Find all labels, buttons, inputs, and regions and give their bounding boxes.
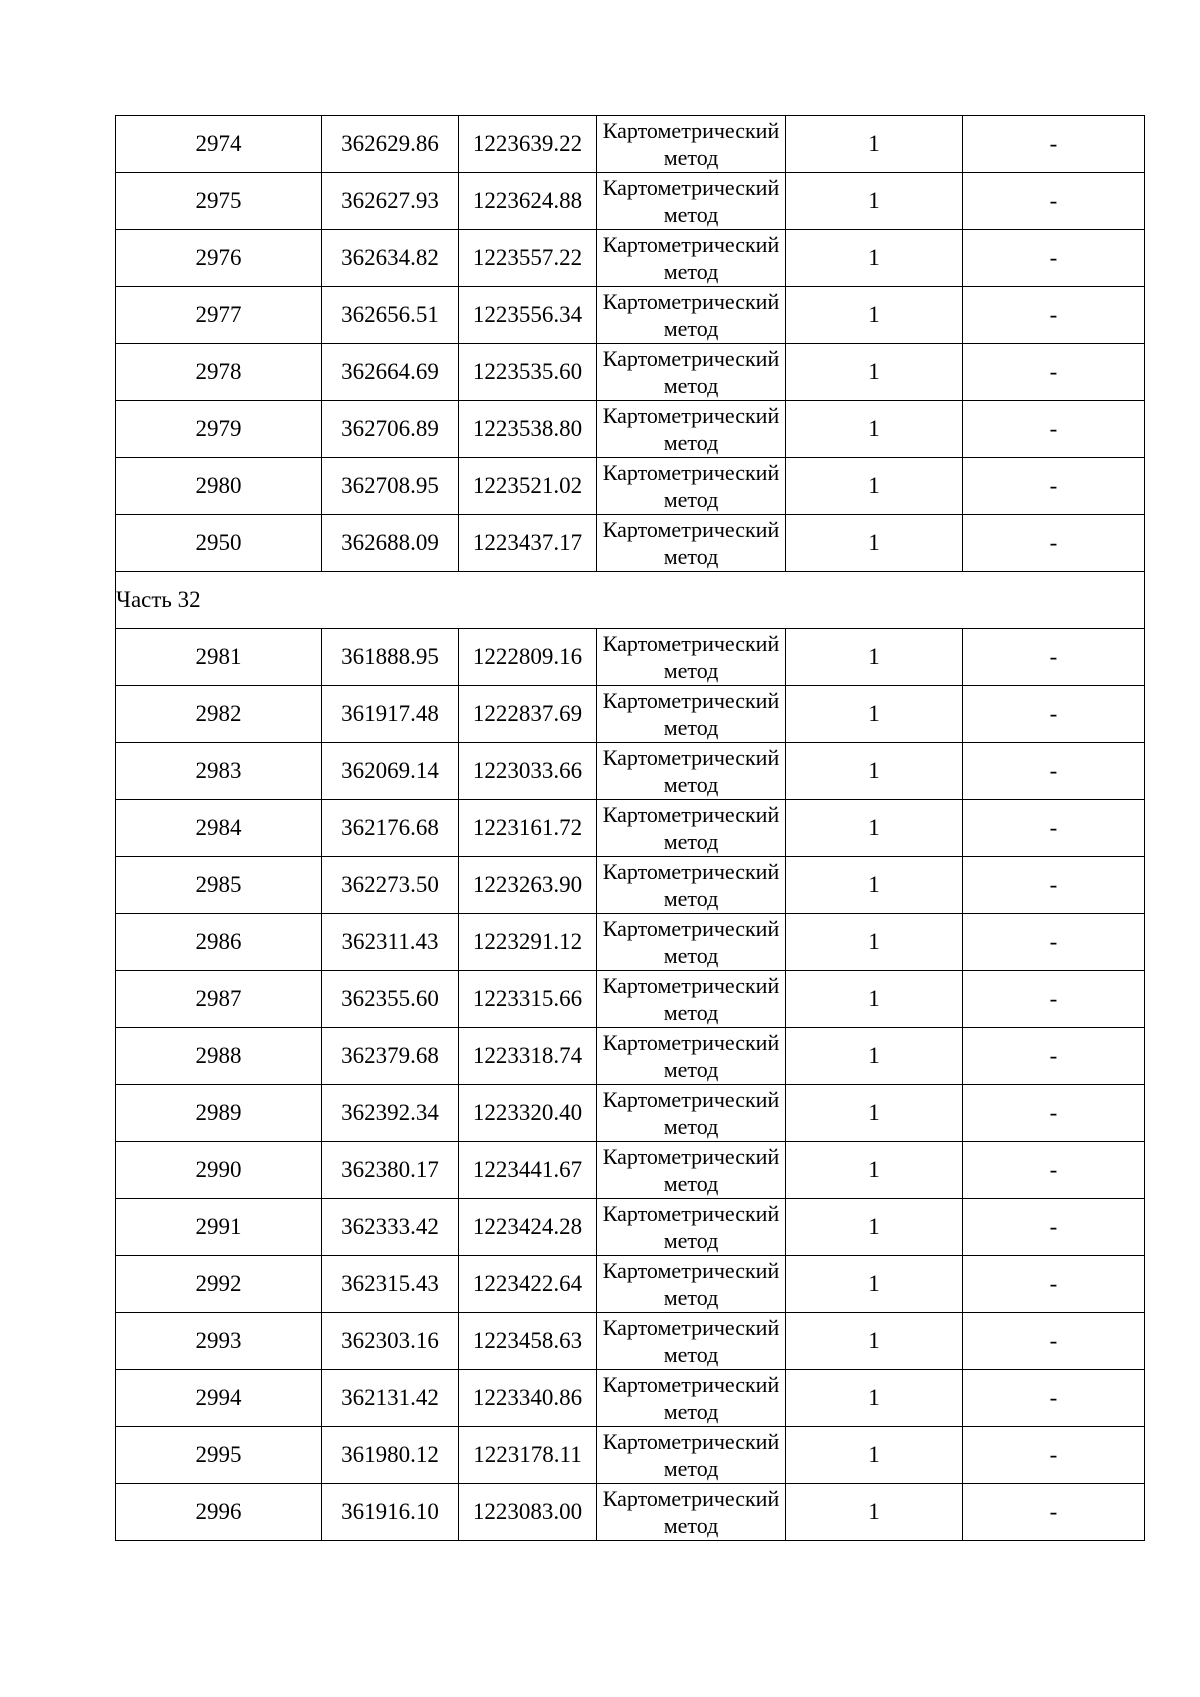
point-number-cell: 2977 (116, 287, 322, 344)
method-cell: Картометрический метод (597, 1028, 786, 1085)
accuracy-cell: 1 (786, 629, 963, 686)
x-coordinate-cell: 361917.48 (322, 686, 459, 743)
x-coordinate-cell: 362069.14 (322, 743, 459, 800)
x-coordinate-cell: 362634.82 (322, 230, 459, 287)
table-row (116, 914, 1145, 971)
note-cell: - (963, 515, 1145, 572)
method-cell: Картометрический метод (597, 116, 786, 173)
point-number-cell: 2995 (116, 1427, 322, 1484)
table-row (116, 344, 1145, 401)
point-number-cell: 2989 (116, 1085, 322, 1142)
point-number-cell: 2976 (116, 230, 322, 287)
x-coordinate-cell: 362664.69 (322, 344, 459, 401)
table-row (116, 1028, 1145, 1085)
table-row (116, 971, 1145, 1028)
accuracy-cell: 1 (786, 857, 963, 914)
note-cell: - (963, 1370, 1145, 1427)
point-number-cell: 2975 (116, 173, 322, 230)
x-coordinate-cell: 362176.68 (322, 800, 459, 857)
point-number-cell: 2988 (116, 1028, 322, 1085)
point-number-cell: 2993 (116, 1313, 322, 1370)
method-cell: Картометрический метод (597, 857, 786, 914)
x-coordinate-cell: 362333.42 (322, 1199, 459, 1256)
method-cell: Картометрический метод (597, 1427, 786, 1484)
accuracy-cell: 1 (786, 1427, 963, 1484)
x-coordinate-cell: 361888.95 (322, 629, 459, 686)
method-cell: Картометрический метод (597, 800, 786, 857)
x-coordinate-cell: 361916.10 (322, 1484, 459, 1541)
y-coordinate-cell: 1223441.67 (459, 1142, 597, 1199)
y-coordinate-cell: 1223340.86 (459, 1370, 597, 1427)
accuracy-cell: 1 (786, 458, 963, 515)
point-number-cell: 2974 (116, 116, 322, 173)
table-row (116, 515, 1145, 572)
y-coordinate-cell: 1223521.02 (459, 458, 597, 515)
note-cell: - (963, 629, 1145, 686)
y-coordinate-cell: 1223318.74 (459, 1028, 597, 1085)
point-number-cell: 2987 (116, 971, 322, 1028)
coordinates-table-body (116, 116, 1145, 1541)
method-cell: Картометрический метод (597, 515, 786, 572)
y-coordinate-cell: 1223422.64 (459, 1256, 597, 1313)
table-row (116, 401, 1145, 458)
table-row (116, 230, 1145, 287)
method-cell: Картометрический метод (597, 287, 786, 344)
point-number-cell: 2990 (116, 1142, 322, 1199)
y-coordinate-cell: 1223458.63 (459, 1313, 597, 1370)
table-row (116, 629, 1145, 686)
x-coordinate-cell: 362311.43 (322, 914, 459, 971)
note-cell: - (963, 1085, 1145, 1142)
y-coordinate-cell: 1223639.22 (459, 116, 597, 173)
method-cell: Картометрический метод (597, 1142, 786, 1199)
note-cell: - (963, 173, 1145, 230)
note-cell: - (963, 686, 1145, 743)
accuracy-cell: 1 (786, 173, 963, 230)
point-number-cell: 2983 (116, 743, 322, 800)
method-cell: Картометрический метод (597, 686, 786, 743)
y-coordinate-cell: 1223161.72 (459, 800, 597, 857)
method-cell: Картометрический метод (597, 914, 786, 971)
point-number-cell: 2950 (116, 515, 322, 572)
accuracy-cell: 1 (786, 914, 963, 971)
method-cell: Картометрический метод (597, 458, 786, 515)
table-row (116, 173, 1145, 230)
point-number-cell: 2985 (116, 857, 322, 914)
accuracy-cell: 1 (786, 401, 963, 458)
y-coordinate-cell: 1223083.00 (459, 1484, 597, 1541)
accuracy-cell: 1 (786, 1028, 963, 1085)
note-cell: - (963, 971, 1145, 1028)
y-coordinate-cell: 1223320.40 (459, 1085, 597, 1142)
accuracy-cell: 1 (786, 515, 963, 572)
y-coordinate-cell: 1222809.16 (459, 629, 597, 686)
y-coordinate-cell: 1223624.88 (459, 173, 597, 230)
point-number-cell: 2994 (116, 1370, 322, 1427)
x-coordinate-cell: 362273.50 (322, 857, 459, 914)
note-cell: - (963, 743, 1145, 800)
note-cell: - (963, 116, 1145, 173)
accuracy-cell: 1 (786, 116, 963, 173)
accuracy-cell: 1 (786, 1256, 963, 1313)
y-coordinate-cell: 1223557.22 (459, 230, 597, 287)
point-number-cell: 2979 (116, 401, 322, 458)
point-number-cell: 2996 (116, 1484, 322, 1541)
accuracy-cell: 1 (786, 344, 963, 401)
accuracy-cell: 1 (786, 230, 963, 287)
table-row (116, 458, 1145, 515)
note-cell: - (963, 1028, 1145, 1085)
x-coordinate-cell: 362708.95 (322, 458, 459, 515)
note-cell: - (963, 458, 1145, 515)
x-coordinate-cell: 362380.17 (322, 1142, 459, 1199)
y-coordinate-cell: 1223437.17 (459, 515, 597, 572)
section-row (116, 572, 1145, 629)
method-cell: Картометрический метод (597, 743, 786, 800)
y-coordinate-cell: 1223315.66 (459, 971, 597, 1028)
y-coordinate-cell: 1223538.80 (459, 401, 597, 458)
x-coordinate-cell: 362131.42 (322, 1370, 459, 1427)
table-row (116, 857, 1145, 914)
point-number-cell: 2980 (116, 458, 322, 515)
point-number-cell: 2986 (116, 914, 322, 971)
x-coordinate-cell: 362379.68 (322, 1028, 459, 1085)
table-row (116, 1484, 1145, 1541)
table-row (116, 1085, 1145, 1142)
note-cell: - (963, 914, 1145, 971)
table-row (116, 1370, 1145, 1427)
point-number-cell: 2984 (116, 800, 322, 857)
accuracy-cell: 1 (786, 1085, 963, 1142)
table-row (116, 800, 1145, 857)
x-coordinate-cell: 362706.89 (322, 401, 459, 458)
section-title: Часть 32 (116, 572, 1145, 629)
x-coordinate-cell: 362303.16 (322, 1313, 459, 1370)
x-coordinate-cell: 362688.09 (322, 515, 459, 572)
note-cell: - (963, 1142, 1145, 1199)
note-cell: - (963, 800, 1145, 857)
x-coordinate-cell: 362315.43 (322, 1256, 459, 1313)
method-cell: Картометрический метод (597, 971, 786, 1028)
method-cell: Картометрический метод (597, 344, 786, 401)
note-cell: - (963, 230, 1145, 287)
table-row (116, 287, 1145, 344)
note-cell: - (963, 857, 1145, 914)
y-coordinate-cell: 1223424.28 (459, 1199, 597, 1256)
table-row (116, 1256, 1145, 1313)
accuracy-cell: 1 (786, 1370, 963, 1427)
coordinates-table (115, 115, 1145, 1541)
accuracy-cell: 1 (786, 1313, 963, 1370)
point-number-cell: 2992 (116, 1256, 322, 1313)
accuracy-cell: 1 (786, 287, 963, 344)
table-row (116, 1313, 1145, 1370)
method-cell: Картометрический метод (597, 1256, 786, 1313)
note-cell: - (963, 1427, 1145, 1484)
accuracy-cell: 1 (786, 743, 963, 800)
note-cell: - (963, 1199, 1145, 1256)
accuracy-cell: 1 (786, 1199, 963, 1256)
method-cell: Картометрический метод (597, 1370, 786, 1427)
point-number-cell: 2978 (116, 344, 322, 401)
y-coordinate-cell: 1223033.66 (459, 743, 597, 800)
accuracy-cell: 1 (786, 686, 963, 743)
x-coordinate-cell: 362629.86 (322, 116, 459, 173)
x-coordinate-cell: 362656.51 (322, 287, 459, 344)
point-number-cell: 2982 (116, 686, 322, 743)
accuracy-cell: 1 (786, 971, 963, 1028)
x-coordinate-cell: 362392.34 (322, 1085, 459, 1142)
y-coordinate-cell: 1223556.34 (459, 287, 597, 344)
method-cell: Картометрический метод (597, 1484, 786, 1541)
method-cell: Картометрический метод (597, 401, 786, 458)
table-row (116, 686, 1145, 743)
point-number-cell: 2991 (116, 1199, 322, 1256)
note-cell: - (963, 1484, 1145, 1541)
table-row (116, 1142, 1145, 1199)
method-cell: Картометрический метод (597, 629, 786, 686)
accuracy-cell: 1 (786, 800, 963, 857)
accuracy-cell: 1 (786, 1142, 963, 1199)
y-coordinate-cell: 1222837.69 (459, 686, 597, 743)
note-cell: - (963, 1313, 1145, 1370)
y-coordinate-cell: 1223178.11 (459, 1427, 597, 1484)
note-cell: - (963, 344, 1145, 401)
y-coordinate-cell: 1223291.12 (459, 914, 597, 971)
method-cell: Картометрический метод (597, 230, 786, 287)
note-cell: - (963, 1256, 1145, 1313)
method-cell: Картометрический метод (597, 173, 786, 230)
y-coordinate-cell: 1223263.90 (459, 857, 597, 914)
note-cell: - (963, 287, 1145, 344)
x-coordinate-cell: 362355.60 (322, 971, 459, 1028)
method-cell: Картометрический метод (597, 1313, 786, 1370)
method-cell: Картометрический метод (597, 1199, 786, 1256)
x-coordinate-cell: 361980.12 (322, 1427, 459, 1484)
table-row (116, 116, 1145, 173)
table-row (116, 1199, 1145, 1256)
table-row (116, 1427, 1145, 1484)
note-cell: - (963, 401, 1145, 458)
x-coordinate-cell: 362627.93 (322, 173, 459, 230)
accuracy-cell: 1 (786, 1484, 963, 1541)
point-number-cell: 2981 (116, 629, 322, 686)
y-coordinate-cell: 1223535.60 (459, 344, 597, 401)
table-row (116, 743, 1145, 800)
method-cell: Картометрический метод (597, 1085, 786, 1142)
